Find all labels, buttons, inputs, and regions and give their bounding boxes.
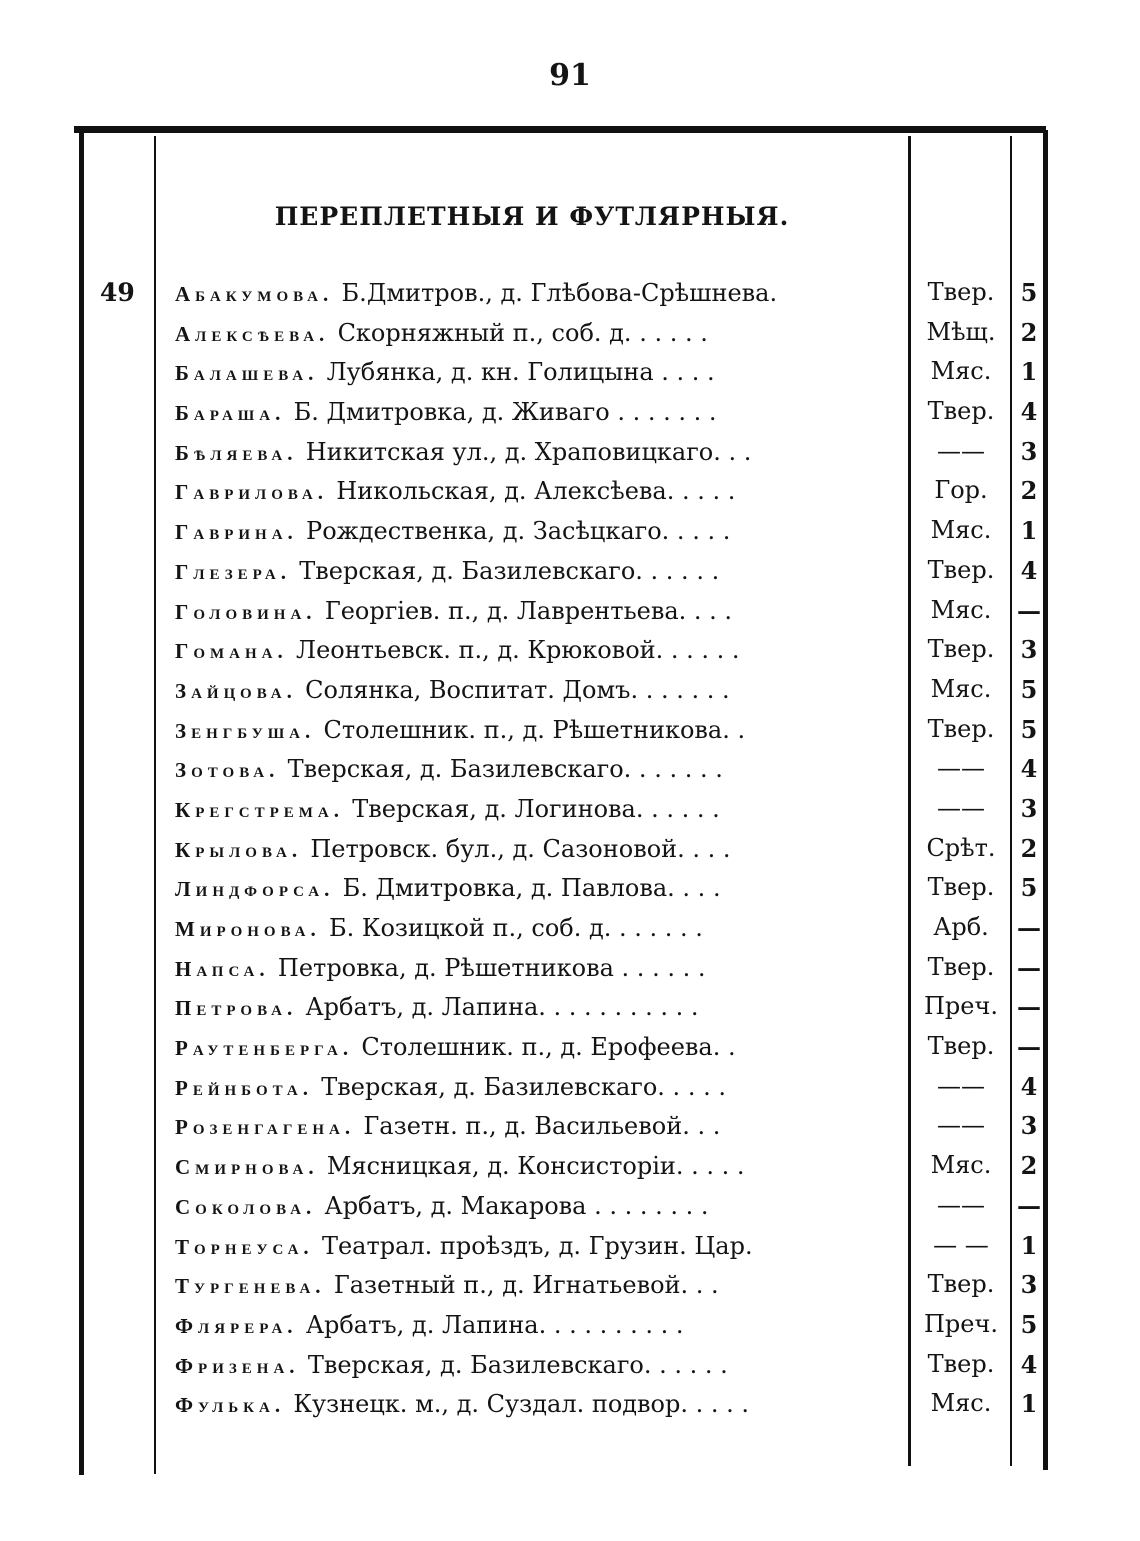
entry-name: Головина. [175, 599, 317, 624]
table-row [0, 1187, 1140, 1227]
entry-name: Флярера. [175, 1313, 298, 1338]
table-row [0, 671, 1140, 711]
entry-name: Гаврилова. [175, 480, 329, 505]
entry-count: — [1017, 1032, 1041, 1062]
entry-district: Мяс. [930, 595, 992, 624]
entry-address: Театрал. проѣздъ, д. Грузин. Цар. [321, 1231, 753, 1260]
entry-address: Лубянка, д. кн. Голицына . . . . [326, 358, 715, 387]
entry-address: Столешник. п., д. Ерофеева. . [361, 1033, 736, 1062]
entry-name: Зотова. [175, 758, 280, 783]
entry-address: Арбатъ, д. Лапина. . . . . . . . . . . [305, 993, 699, 1022]
table-row [0, 1385, 1140, 1425]
entry-address: Солянка, Воспитат. Домъ. . . . . . . [305, 675, 730, 704]
entry-district: Твер. [927, 555, 995, 584]
entry-text [175, 1389, 900, 1419]
entry-name: Тургенева. [175, 1274, 326, 1299]
table-row [0, 1266, 1140, 1306]
entry-district: Мяс. [930, 1389, 992, 1418]
entry-count: — [1017, 1190, 1041, 1220]
entry-name: Фулька. [175, 1393, 286, 1418]
table-row [0, 1028, 1140, 1068]
entry-name: Бѣляева. [175, 440, 298, 465]
entry-name: Линдфорса. [175, 877, 335, 902]
entry-address: Арбатъ, д. Лапина. . . . . . . . . . [305, 1310, 684, 1339]
table-row [0, 592, 1140, 632]
table-row [0, 512, 1140, 552]
table-row [0, 433, 1140, 473]
entry-district: Твер. [927, 714, 995, 743]
table-row [0, 869, 1140, 909]
entry-district: —— [937, 793, 985, 822]
entry-count: 4 [1020, 397, 1038, 427]
page-number: 91 [549, 58, 591, 93]
entry-text [175, 913, 900, 943]
entry-district: Мяс. [930, 1151, 992, 1180]
entry-address: Тверская, д. Базилевскаго. . . . . [321, 1072, 726, 1101]
table-row [0, 472, 1140, 512]
entry-address: Мясницкая, д. Консисторіи. . . . . [326, 1152, 745, 1181]
entry-name: Фризена. [175, 1353, 300, 1378]
entry-district: —— [937, 754, 985, 783]
entry-count: — [1017, 595, 1041, 625]
entry-count: 1 [1020, 1389, 1038, 1419]
table-row [0, 552, 1140, 592]
table-row [0, 393, 1140, 433]
entry-text [175, 318, 900, 348]
entry-count: 4 [1020, 1349, 1038, 1379]
table-row [0, 988, 1140, 1028]
entry-count: 3 [1020, 635, 1038, 665]
entry-district: Арб. [933, 913, 989, 941]
entry-name: Глезера. [175, 559, 291, 584]
entry-district: Преч. [924, 992, 998, 1021]
entry-count: 5 [1020, 873, 1038, 903]
entry-name: Розенгагена. [175, 1115, 356, 1140]
entry-text [175, 953, 900, 983]
entry-district: Твер. [927, 635, 995, 664]
entry-text [175, 1310, 900, 1340]
entry-text [175, 596, 900, 626]
entry-name: Напса. [175, 956, 270, 981]
entry-count: 1 [1020, 357, 1038, 387]
entry-count: 2 [1020, 476, 1038, 506]
entry-text [175, 1072, 900, 1102]
entry-name: Абакумова. [175, 282, 334, 306]
entry-count: 1 [1020, 516, 1038, 546]
table-row [0, 949, 1140, 989]
entry-name: Торнеуса. [175, 1234, 314, 1259]
entry-district: Преч. [924, 1309, 998, 1338]
entry-address: Никитская ул., д. Храповицкаго. . . [305, 437, 752, 466]
entry-address: Газетный п., д. Игнатьевой. . . [333, 1271, 719, 1300]
entry-count: 2 [1020, 833, 1038, 863]
table-row [0, 790, 1140, 830]
entry-text [175, 635, 900, 665]
entry-text [175, 1032, 900, 1062]
entry-count: 4 [1020, 555, 1038, 585]
entry-address: Тверская, д. Базилевскаго. . . . . . . [287, 755, 723, 784]
entry-address: Арбатъ, д. Макарова . . . . . . . . [324, 1191, 709, 1220]
entry-address: Рождественка, д. Засѣцкаго. . . . . [306, 517, 731, 546]
entry-text [175, 476, 900, 506]
entry-text [175, 1350, 900, 1380]
entry-address: Георгіев. п., д. Лаврентьева. . . . [324, 596, 733, 625]
table-row [0, 1306, 1140, 1346]
table-row [0, 314, 1140, 354]
entry-count: 5 [1020, 1309, 1038, 1339]
entry-address: Б.Дмитров., д. Глѣбова-Срѣшнева. [341, 279, 778, 307]
entry-district: —— [937, 1071, 985, 1100]
table-row [0, 1147, 1140, 1187]
entry-text [175, 1111, 900, 1141]
table-row [0, 711, 1140, 751]
entry-text [175, 556, 900, 586]
entry-number: 49 [100, 278, 135, 307]
entry-district: Гор. [934, 476, 988, 505]
entry-text [175, 278, 900, 308]
table-row [0, 1346, 1140, 1386]
table-row [0, 274, 1140, 314]
table-top-rule [74, 126, 1046, 133]
entry-name: Петрова. [175, 996, 298, 1021]
entry-name: Миронова. [175, 917, 321, 941]
entry-text [175, 357, 900, 387]
entry-text [175, 834, 900, 864]
entry-district: Твер. [927, 1032, 995, 1061]
entry-count: 3 [1020, 1111, 1038, 1141]
table-row [0, 1107, 1140, 1147]
entry-name: Бараша. [175, 401, 286, 426]
entry-text [175, 397, 900, 427]
entry-text [175, 675, 900, 705]
entry-address: Тверская, д. Базилевскаго. . . . . . [307, 1350, 728, 1379]
entry-count: 3 [1020, 436, 1038, 466]
entry-count: 4 [1020, 1071, 1038, 1101]
entry-district: —— [937, 1111, 985, 1140]
entry-name: Крылова. [175, 837, 303, 862]
entry-district: Мяс. [930, 516, 992, 545]
entry-text [175, 873, 900, 903]
entry-name: Соколова. [175, 1194, 317, 1219]
table-row [0, 830, 1140, 870]
entry-district: —— [937, 1190, 985, 1219]
entry-address: Б. Дмитровка, д. Павлова. . . . [342, 874, 721, 903]
entry-district: — — [933, 1230, 989, 1259]
entry-address: Тверская, д. Логинова. . . . . . [352, 794, 720, 823]
entry-text [175, 754, 900, 784]
entry-address: Столешник. п., д. Рѣшетникова. . [323, 715, 746, 744]
entry-count: — [1017, 952, 1041, 982]
entry-name: Гомана. [175, 639, 288, 664]
entry-name: Гаврина. [175, 520, 298, 545]
entry-district: Твер. [927, 1349, 995, 1378]
section-title: ПЕРЕПЛЕТНЫЯ И ФУТЛЯРНЫЯ. [274, 202, 790, 231]
entry-name: Зайцова. [175, 678, 297, 703]
entry-name: Крегстрема. [175, 797, 344, 822]
entry-district: Срѣт. [926, 833, 996, 862]
entry-address: Петровка, д. Рѣшетникова . . . . . . [277, 953, 706, 982]
entry-text [175, 992, 900, 1022]
entry-text [175, 1270, 900, 1300]
entry-name: Балашева. [175, 361, 319, 386]
entry-district: Мѣщ. [926, 317, 996, 346]
entry-address: Б. Дмитровка, д. Живаго . . . . . . . [293, 398, 717, 427]
entry-address: Тверская, д. Базилевскаго. . . . . . [299, 556, 720, 585]
entry-count: 5 [1020, 714, 1038, 744]
entry-district: Твер. [927, 873, 995, 902]
entry-district: Твер. [927, 278, 995, 306]
entry-district: Твер. [927, 952, 995, 981]
entry-count: — [1017, 913, 1041, 942]
table-row [0, 750, 1140, 790]
entry-district: Мяс. [930, 674, 992, 703]
table-row [0, 631, 1140, 671]
entry-district: Твер. [927, 1270, 995, 1299]
table-row [0, 1068, 1140, 1108]
entry-count: 5 [1020, 674, 1038, 704]
entry-district: Мяс. [930, 357, 992, 386]
entry-text [175, 1191, 900, 1221]
entry-count: 4 [1020, 754, 1038, 784]
entry-text [175, 715, 900, 745]
entry-address: Кузнецк. м., д. Суздал. подвор. . . . . [293, 1390, 750, 1419]
entry-count: 3 [1020, 1270, 1038, 1300]
entry-address: Газетн. п., д. Васильевой. . . [363, 1112, 721, 1141]
entry-count: 2 [1020, 1151, 1038, 1181]
entry-district: Твер. [927, 397, 995, 426]
entry-name: Зенгбуша. [175, 718, 316, 743]
entry-address: Петровск. бул., д. Сазоновой. . . . [310, 834, 731, 863]
entry-name: Рейнбота. [175, 1075, 313, 1100]
entry-address: Б. Козицкой п., соб. д. . . . . . . [328, 914, 703, 942]
entry-name: Алексѣева. [175, 321, 330, 346]
table-row [0, 909, 1140, 949]
entry-name: Раутенберга. [175, 1036, 354, 1061]
entry-count: 2 [1020, 317, 1038, 347]
entry-address: Леонтьевск. п., д. Крюковой. . . . . . [296, 636, 740, 665]
entry-count: 3 [1020, 793, 1038, 823]
entry-text [175, 794, 900, 824]
table-row [0, 1227, 1140, 1267]
entry-text [175, 437, 900, 467]
entry-count: — [1017, 992, 1041, 1022]
entry-text [175, 1231, 900, 1261]
entry-address: Никольская, д. Алексѣева. . . . . [336, 477, 736, 506]
table-row [0, 353, 1140, 393]
entry-count: 1 [1020, 1230, 1038, 1260]
entry-count: 5 [1020, 278, 1038, 307]
entry-address: Скорняжный п., соб. д. . . . . . [337, 318, 708, 347]
directory-entries [0, 274, 1140, 1425]
entry-text [175, 516, 900, 546]
entry-district: —— [937, 436, 985, 465]
entry-name: Смирнова. [175, 1155, 319, 1180]
entry-text [175, 1151, 900, 1181]
